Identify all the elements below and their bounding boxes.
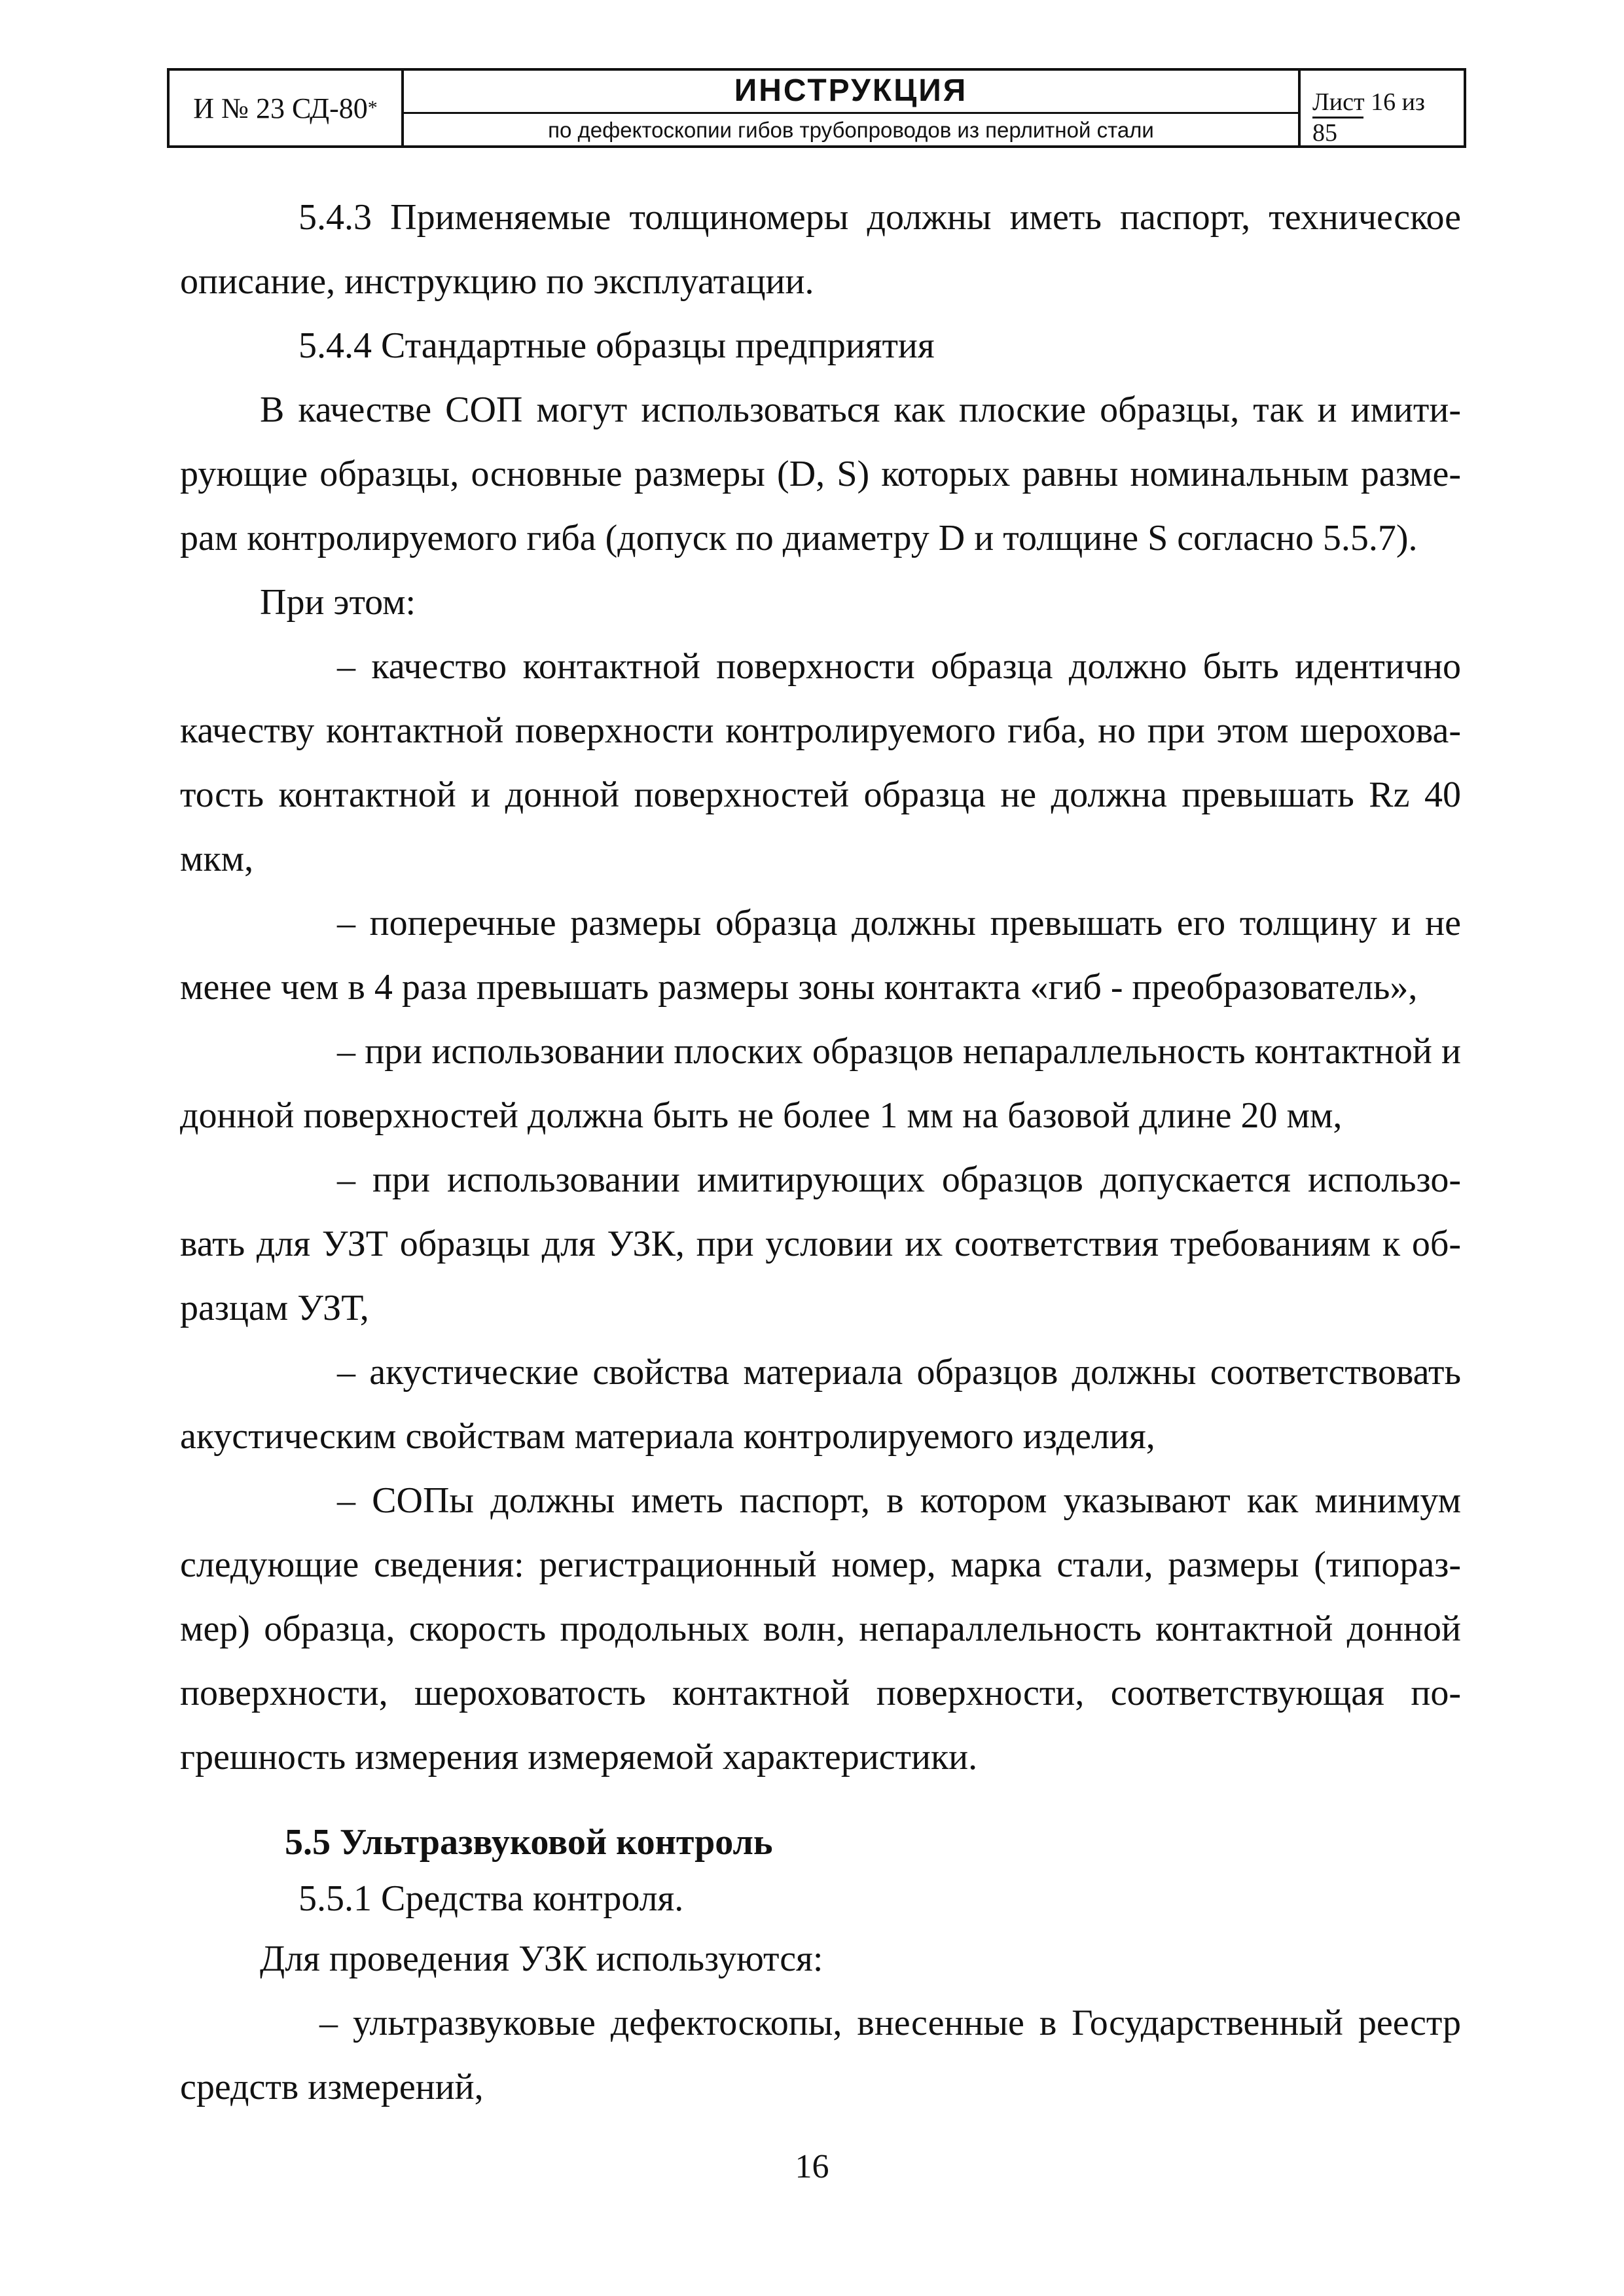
section-title: 5.5 Ультразвуковой контроль <box>285 1822 773 1863</box>
paragraph-uzk: Для проведения УЗК используются: <box>260 1939 823 1979</box>
document-body <box>180 185 1461 2119</box>
paragraph-5-4-4: 5.4.4 Стандартные образцы предприятия <box>298 325 935 366</box>
list-item: – ультразвуковые дефектоскопы, внесенные в Государственный реестр средств измерений, <box>180 2003 1461 2107</box>
list-item: – акустические свойства материала образцов должны соответствовать акустическим свойствам материала контролируемого изделия, <box>180 1352 1461 1457</box>
sheet-label: Лист 16 из <box>1312 88 1425 116</box>
doc-code: И № 23 СД-80 <box>193 92 368 124</box>
doc-code-cell <box>170 71 404 145</box>
list-item: – при использовании имитирующих образцов допускается использовать для УЗТ образцы для УЗК, при условии их соответствия требованиям к образцам УЗТ, <box>180 1159 1461 1328</box>
paragraph-pri-etom: При этом: <box>260 582 416 623</box>
paragraph-sop: В качестве СОП могут использоваться как плоские образцы, так и имитирующие образцы, основные размеры (D, S) которых равны номинальным размерам контролируемого гиба (допуск по диаметру D и толщине S согласно 5.5.7). <box>180 390 1461 558</box>
sheet-cell <box>1301 71 1464 145</box>
doc-title-cell <box>404 71 1301 145</box>
doc-subtitle: по дефектоскопии гибов трубопроводов из перлитной стали <box>548 118 1154 142</box>
paragraph-5-5-1: 5.5.1 Средства контроля. <box>298 1878 684 1919</box>
doc-code-mark: * <box>367 97 378 118</box>
list-item: – при использовании плоских образцов непараллельность контактной и донной поверхностей должна быть не более 1 мм на базовой длине 20 мм, <box>180 1031 1461 1136</box>
list-item: – поперечные размеры образца должны превышать его толщину и не менее чем в 4 раза превышать размеры зоны контакта «гиб - преобразователь», <box>180 903 1461 1008</box>
doc-title: ИНСТРУКЦИЯ <box>404 71 1298 114</box>
page-number: 16 <box>795 2148 829 2185</box>
list-item: – СОПы должны иметь паспорт, в котором указывают как минимум следующие сведения: регистрационный номер, марка стали, размеры (типоразмер) образца, скорость продольных волн, непараллельность контактной донной поверхности, шероховатость контактной поверхности, соответствующая погрешность измерения измеряемой характеристики. <box>180 1480 1461 1777</box>
paragraph-5-4-3: 5.4.3 Применяемые толщиномеры должны иметь паспорт, техническое описание, инструкцию по эксплуатации. <box>180 197 1461 302</box>
document-header <box>167 68 1466 148</box>
list-item: – качество контактной поверхности образца должно быть идентично качеству контактной поверхности контролируемого гиба, но при этом шероховатость контактной и донной поверхностей образца не должна превышать Rz 40 мкм, <box>180 646 1461 879</box>
sheet-total: 85 <box>1312 117 1363 147</box>
